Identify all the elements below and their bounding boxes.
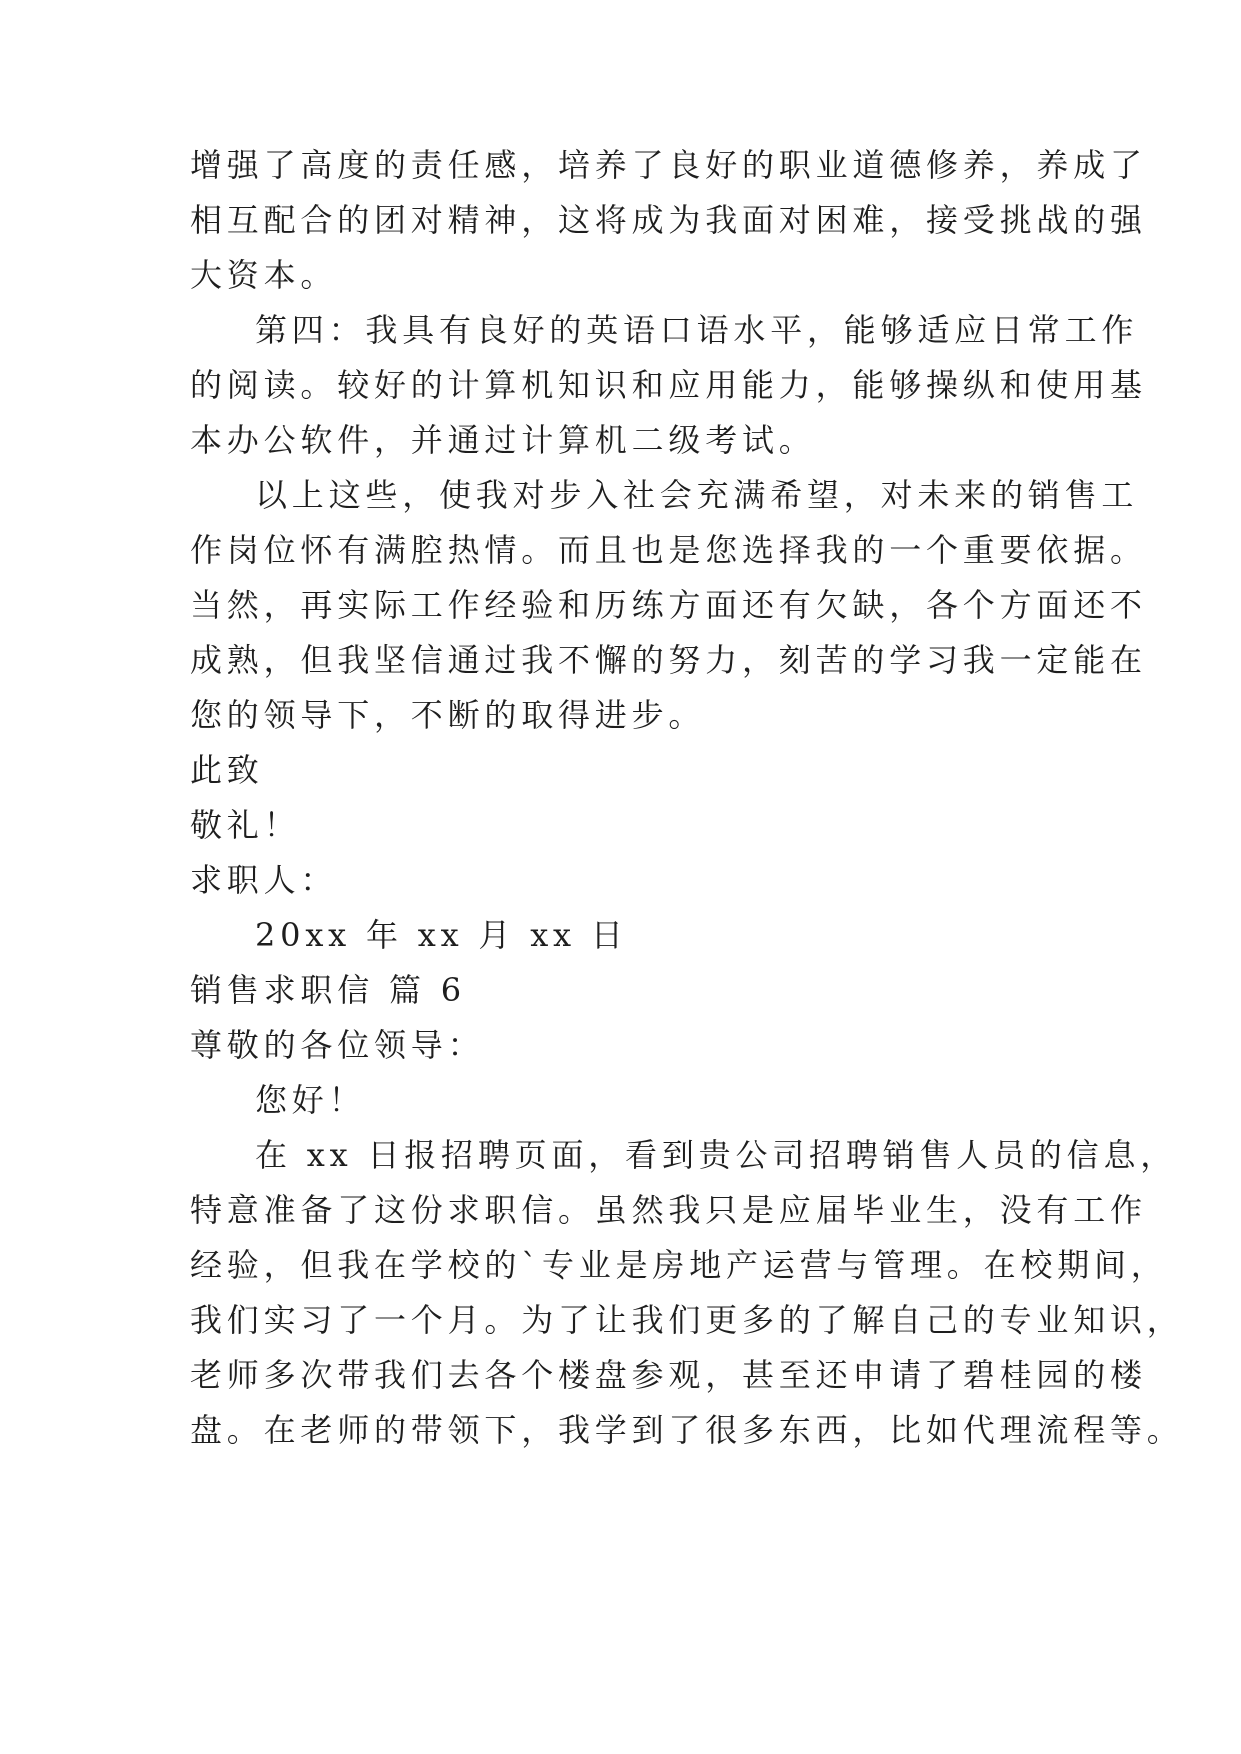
text-line: 成熟，但我坚信通过我不懈的努力，刻苦的学习我一定能在 (190, 641, 1147, 679)
hello-text: 您好！ (255, 1081, 366, 1119)
closing-text: 此致 (190, 751, 264, 789)
date-line: 20xx 年 xx 月 xx 日 (255, 916, 628, 954)
text-line: 老师多次带我们去各个楼盘参观，甚至还申请了碧桂园的楼 (190, 1356, 1147, 1394)
section-title: 销售求职信 篇 6 (190, 971, 466, 1009)
signature-label: 求职人： (190, 861, 338, 899)
text-line: 作岗位怀有满腔热情。而且也是您选择我的一个重要依据。 (190, 531, 1147, 569)
text-line: 特意准备了这份求职信。虽然我只是应届毕业生，没有工作 (190, 1191, 1147, 1229)
text-line: 大资本。 (190, 256, 338, 294)
text-line: 以上这些，使我对步入社会充满希望，对未来的销售工 (255, 476, 1139, 514)
text-line: 您的领导下，不断的取得进步。 (190, 696, 706, 734)
text-line: 本办公软件，并通过计算机二级考试。 (190, 421, 816, 459)
text-line: 的阅读。较好的计算机知识和应用能力，能够操纵和使用基 (190, 366, 1147, 404)
text-line: 经验，但我在学校的`专业是房地产运营与管理。在校期间， (190, 1246, 1168, 1284)
salute-text: 敬礼！ (190, 806, 301, 844)
text-line: 在 xx 日报招聘页面，看到贵公司招聘销售人员的信息， (255, 1136, 1178, 1174)
text-line: 相互配合的团对精神，这将成为我面对困难，接受挑战的强 (190, 201, 1147, 239)
text-line: 当然，再实际工作经验和历练方面还有欠缺，各个方面还不 (190, 586, 1147, 624)
text-line: 我们实习了一个月。为了让我们更多的了解自己的专业知识， (190, 1301, 1184, 1339)
text-line: 第四：我具有良好的英语口语水平，能够适应日常工作 (255, 311, 1139, 349)
greeting-to: 尊敬的各位领导： (190, 1026, 485, 1064)
text-line: 盘。在老师的带领下，我学到了很多东西，比如代理流程等。 (190, 1411, 1184, 1449)
text-line: 增强了高度的责任感，培养了良好的职业道德修养，养成了 (190, 146, 1147, 184)
